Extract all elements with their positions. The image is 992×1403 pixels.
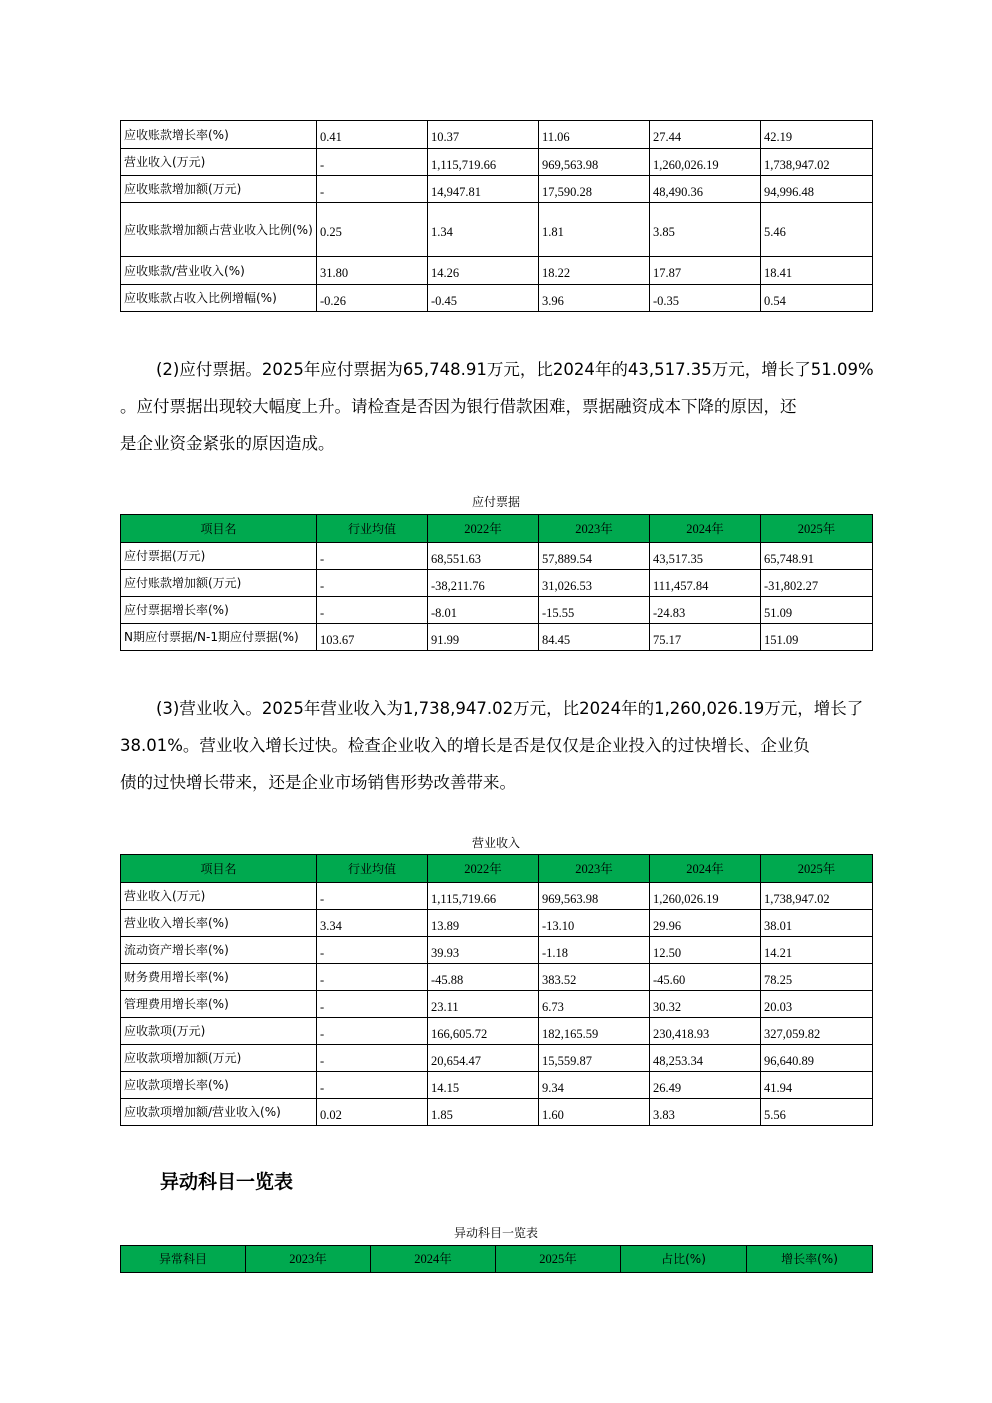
table-cell: 969,563.98 [539, 883, 650, 910]
table-cell: 151.09 [761, 624, 873, 651]
table-cell: 30.32 [650, 991, 761, 1018]
row-label: 应收账款占收入比例增幅(%) [121, 285, 317, 312]
table-cell: 75.17 [650, 624, 761, 651]
column-header: 项目名 [121, 855, 317, 883]
row-label: 营业收入(万元) [121, 883, 317, 910]
column-header: 2022年 [428, 855, 539, 883]
table-cell: -45.60 [650, 964, 761, 991]
row-label: 财务费用增长率(%) [121, 964, 317, 991]
table-cell: 3.34 [317, 910, 428, 937]
table-cell: 31,026.53 [539, 570, 650, 597]
table-cell: 43,517.35 [650, 543, 761, 570]
table-cell: 14.21 [761, 937, 873, 964]
paragraph-line: 。应付票据出现较大幅度上升。请检查是否因为银行借款困难，票据融资成本下降的原因，还 [120, 397, 797, 416]
paragraph-line: 38.01%。营业收入增长过快。检查企业收入的增长是否是仅仅是企业投入的过快增长、企业负 [120, 736, 810, 755]
table-cell: -24.83 [650, 597, 761, 624]
table-cell: 41.94 [761, 1072, 873, 1099]
table-cell: - [317, 991, 428, 1018]
row-label: 应收账款增长率(%) [121, 121, 317, 149]
table-cell: 14.15 [428, 1072, 539, 1099]
table-cell: 1,115,719.66 [428, 883, 539, 910]
table-cell: - [317, 1018, 428, 1045]
column-header: 2022年 [428, 515, 539, 543]
table-row [121, 910, 873, 937]
table-row [121, 285, 873, 312]
row-label: 应收款项增长率(%) [121, 1072, 317, 1099]
table-cell: -13.10 [539, 910, 650, 937]
table-cell: 18.22 [539, 257, 650, 285]
table-cell: -0.45 [428, 285, 539, 312]
table-cell: 1,260,026.19 [650, 883, 761, 910]
table-cell: 51.09 [761, 597, 873, 624]
table-row [121, 1045, 873, 1072]
row-label: 应付票据(万元) [121, 543, 317, 570]
table-cell: 48,490.36 [650, 176, 761, 203]
table-caption: 营业收入 [471, 836, 520, 850]
paragraph-line: (2)应付票据。2025年应付票据为65,748.91万元，比2024年的43,517.35万元，增长了51.09% [156, 360, 874, 379]
row-label: 应付票据增长率(%) [121, 597, 317, 624]
row-label: 应付账款增加额(万元) [121, 570, 317, 597]
table-cell: 230,418.93 [650, 1018, 761, 1045]
table-cell: 31.80 [317, 257, 428, 285]
table-cell: 29.96 [650, 910, 761, 937]
table-caption: 应付票据 [471, 495, 520, 509]
table-row [121, 257, 873, 285]
column-header: 2024年 [650, 515, 761, 543]
table-cell: 18.41 [761, 257, 873, 285]
table-header-row [121, 1246, 873, 1273]
notes-payable-table [120, 514, 873, 651]
table-cell: 3.83 [650, 1099, 761, 1126]
table-cell: 0.41 [317, 121, 428, 149]
table-cell: 3.85 [650, 203, 761, 257]
table-cell: 38.01 [761, 910, 873, 937]
revenue-paragraph [120, 690, 880, 801]
column-header: 2024年 [371, 1246, 496, 1273]
table-row [121, 624, 873, 651]
table-cell: 10.37 [428, 121, 539, 149]
receivables-table [120, 120, 873, 312]
table-cell: -0.26 [317, 285, 428, 312]
table-cell: 17,590.28 [539, 176, 650, 203]
table-cell: 23.11 [428, 991, 539, 1018]
table-cell: 94,996.48 [761, 176, 873, 203]
table-cell: - [317, 1045, 428, 1072]
row-label: 营业收入(万元) [121, 149, 317, 176]
table-cell: 6.73 [539, 991, 650, 1018]
table-row [121, 176, 873, 203]
table-row [121, 964, 873, 991]
table-cell: 17.87 [650, 257, 761, 285]
table-row [121, 121, 873, 149]
table-cell: - [317, 937, 428, 964]
table-cell: 3.96 [539, 285, 650, 312]
table-row [121, 543, 873, 570]
section-heading: 异动科目一览表 [160, 1171, 294, 1193]
table-cell: 48,253.34 [650, 1045, 761, 1072]
revenue-table [120, 854, 873, 1126]
table-cell: - [317, 597, 428, 624]
table-cell: -1.18 [539, 937, 650, 964]
table-cell: 166,605.72 [428, 1018, 539, 1045]
table-header-row [121, 515, 873, 543]
table-cell: 969,563.98 [539, 149, 650, 176]
column-header: 异常科目 [121, 1246, 246, 1273]
table-cell: 26.49 [650, 1072, 761, 1099]
row-label: 应收账款增加额(万元) [121, 176, 317, 203]
table-cell: 0.54 [761, 285, 873, 312]
column-header: 增长率(%) [747, 1246, 873, 1273]
table-cell: -31,802.27 [761, 570, 873, 597]
table-cell: 1.85 [428, 1099, 539, 1126]
table-cell: -15.55 [539, 597, 650, 624]
row-label: 应收账款增加额占营业收入比例(%) [121, 203, 317, 257]
table-cell: 65,748.91 [761, 543, 873, 570]
notes-payable-paragraph [120, 351, 880, 462]
table-cell: - [317, 176, 428, 203]
table-cell: 5.46 [761, 203, 873, 257]
column-header: 2025年 [496, 1246, 621, 1273]
paragraph-line: 是企业资金紧张的原因造成。 [120, 434, 335, 453]
column-header: 项目名 [121, 515, 317, 543]
column-header: 行业均值 [317, 515, 428, 543]
abnormal-items-table [120, 1245, 873, 1273]
table-row [121, 1099, 873, 1126]
table-row [121, 203, 873, 257]
column-header: 2025年 [761, 855, 873, 883]
column-header: 占比(%) [621, 1246, 747, 1273]
table-cell: 57,889.54 [539, 543, 650, 570]
table-cell: 103.67 [317, 624, 428, 651]
column-header: 行业均值 [317, 855, 428, 883]
row-label: N期应付票据/N-1期应付票据(%) [121, 624, 317, 651]
table-cell: -8.01 [428, 597, 539, 624]
table-cell: 1,738,947.02 [761, 149, 873, 176]
table-cell: 20,654.47 [428, 1045, 539, 1072]
table-cell: - [317, 149, 428, 176]
table-cell: - [317, 1072, 428, 1099]
column-header: 2024年 [650, 855, 761, 883]
table-cell: 15,559.87 [539, 1045, 650, 1072]
table-cell: - [317, 543, 428, 570]
table-cell: 1,738,947.02 [761, 883, 873, 910]
table-row [121, 883, 873, 910]
table-cell: 5.56 [761, 1099, 873, 1126]
row-label: 应收款项增加额/营业收入(%) [121, 1099, 317, 1126]
table-row [121, 1018, 873, 1045]
table-cell: -0.35 [650, 285, 761, 312]
table-cell: 96,640.89 [761, 1045, 873, 1072]
table-row [121, 991, 873, 1018]
row-label: 应收款项(万元) [121, 1018, 317, 1045]
table-cell: -38,211.76 [428, 570, 539, 597]
table-cell: 20.03 [761, 991, 873, 1018]
table-cell: 14.26 [428, 257, 539, 285]
table-cell: -45.88 [428, 964, 539, 991]
table-row [121, 1072, 873, 1099]
row-label: 管理费用增长率(%) [121, 991, 317, 1018]
column-header: 2023年 [539, 855, 650, 883]
table-cell: 68,551.63 [428, 543, 539, 570]
column-header: 2023年 [539, 515, 650, 543]
table-cell: 1,115,719.66 [428, 149, 539, 176]
paragraph-line: 债的过快增长带来，还是企业市场销售形势改善带来。 [120, 773, 516, 792]
table-cell: 27.44 [650, 121, 761, 149]
table-cell: 0.02 [317, 1099, 428, 1126]
table-cell: 11.06 [539, 121, 650, 149]
table-cell: 383.52 [539, 964, 650, 991]
table-row [121, 597, 873, 624]
table-cell: 1.81 [539, 203, 650, 257]
table-cell: 39.93 [428, 937, 539, 964]
table-cell: 0.25 [317, 203, 428, 257]
table-cell: 1.34 [428, 203, 539, 257]
column-header: 2025年 [761, 515, 873, 543]
paragraph-line: (3)营业收入。2025年营业收入为1,738,947.02万元，比2024年的1,260,026.19万元，增长了 [156, 699, 864, 718]
table-cell: 91.99 [428, 624, 539, 651]
table-cell: 14,947.81 [428, 176, 539, 203]
table-cell: 84.45 [539, 624, 650, 651]
table-cell: 9.34 [539, 1072, 650, 1099]
table-cell: 327,059.82 [761, 1018, 873, 1045]
table-cell: - [317, 883, 428, 910]
table-row [121, 570, 873, 597]
table-cell: - [317, 964, 428, 991]
table-row [121, 149, 873, 176]
table-cell: 13.89 [428, 910, 539, 937]
table-cell: 12.50 [650, 937, 761, 964]
row-label: 应收账款/营业收入(%) [121, 257, 317, 285]
table-cell: - [317, 570, 428, 597]
table-cell: 111,457.84 [650, 570, 761, 597]
column-header: 2023年 [246, 1246, 371, 1273]
table-header-row [121, 855, 873, 883]
table-cell: 1,260,026.19 [650, 149, 761, 176]
row-label: 流动资产增长率(%) [121, 937, 317, 964]
row-label: 营业收入增长率(%) [121, 910, 317, 937]
table-row [121, 937, 873, 964]
table-caption: 异动科目一览表 [453, 1226, 538, 1240]
table-cell: 182,165.59 [539, 1018, 650, 1045]
table-cell: 1.60 [539, 1099, 650, 1126]
table-cell: 42.19 [761, 121, 873, 149]
table-cell: 78.25 [761, 964, 873, 991]
row-label: 应收款项增加额(万元) [121, 1045, 317, 1072]
